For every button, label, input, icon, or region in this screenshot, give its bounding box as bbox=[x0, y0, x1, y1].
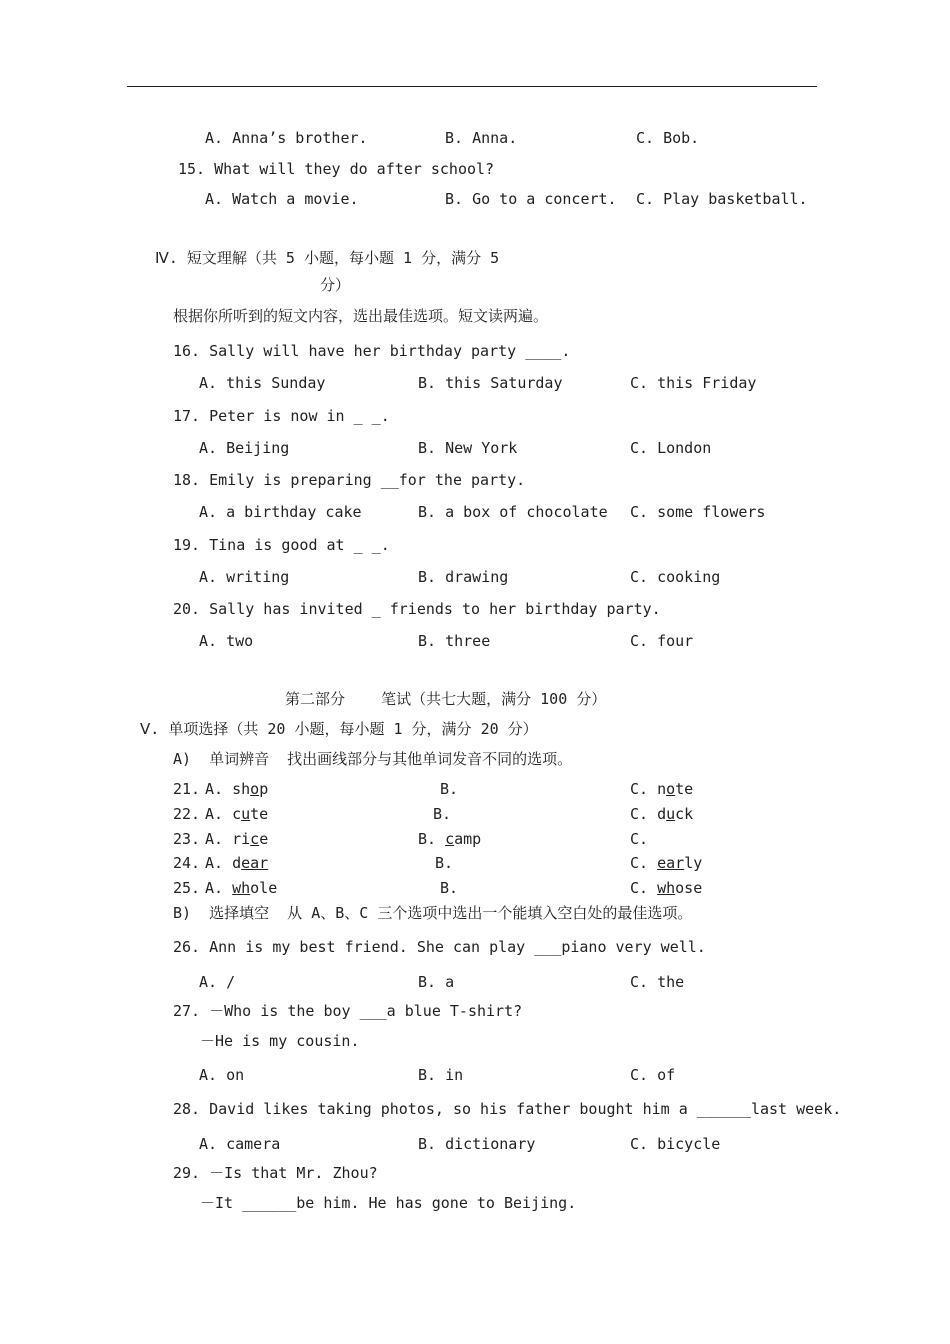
q14-option-a: A. Anna’s brother. bbox=[205, 129, 368, 147]
q21-option-c: C. note bbox=[630, 780, 694, 798]
q16-option-a: A. this Sunday bbox=[199, 374, 326, 392]
q22-option-a: A. cute bbox=[205, 805, 269, 823]
q20-stem: 20. Sally has invited _ friends to her birthday party. bbox=[173, 600, 661, 618]
q17-stem: 17. Peter is now in _ _. bbox=[173, 407, 390, 425]
q24-option-c: C. early bbox=[630, 854, 703, 872]
section5-sub-a: A) 单词辨音 找出画线部分与其他单词发音不同的选项。 bbox=[173, 750, 573, 768]
q19-stem: 19. Tina is good at _ _. bbox=[173, 536, 390, 554]
q16-stem: 16. Sally will have her birthday party ____. bbox=[173, 342, 571, 360]
section4-heading-cont: 分） bbox=[320, 276, 351, 294]
q27-option-c: C. of bbox=[630, 1066, 676, 1084]
q23-option-c: C. bbox=[630, 830, 649, 848]
q20-option-b: B. three bbox=[418, 632, 491, 650]
q15-option-c: C. Play basketball. bbox=[636, 190, 808, 208]
q21-option-b: B. bbox=[440, 780, 459, 798]
section5-sub-b: B) 选择填空 从 A、B、C 三个选项中选出一个能填入空白处的最佳选项。 bbox=[173, 904, 693, 922]
underlined-letters: o bbox=[666, 780, 676, 798]
q18-option-b: B. a box of chocolate bbox=[418, 503, 608, 521]
q17-option-a: A. Beijing bbox=[199, 439, 290, 457]
q14-option-c: C. Bob. bbox=[636, 129, 700, 147]
q18-option-c: C. some flowers bbox=[630, 503, 766, 521]
q24-option-a: A. dear bbox=[205, 854, 269, 872]
underlined-letters: wh bbox=[657, 879, 676, 897]
q27-stem: 27. －Who is the boy ___a blue T-shirt? bbox=[173, 1002, 523, 1020]
section4-heading: Ⅳ. 短文理解（共 5 小题，每小题 1 分，满分 5 bbox=[155, 249, 500, 267]
q19-option-c: C. cooking bbox=[630, 568, 721, 586]
q23-option-b: B. camp bbox=[418, 830, 482, 848]
underlined-letters: u bbox=[666, 805, 676, 823]
q23-option-a: A. rice bbox=[205, 830, 269, 848]
q25-number: 25. bbox=[173, 879, 201, 897]
q25-option-b: B. bbox=[440, 879, 459, 897]
underlined-letters: ear bbox=[657, 854, 685, 872]
q19-option-a: A. writing bbox=[199, 568, 290, 586]
q22-number: 22. bbox=[173, 805, 201, 823]
q21-number: 21. bbox=[173, 780, 201, 798]
q26-option-a: A. / bbox=[199, 973, 236, 991]
q20-option-c: C. four bbox=[630, 632, 694, 650]
q25-option-c: C. whose bbox=[630, 879, 703, 897]
underlined-letters: c bbox=[445, 830, 455, 848]
q19-option-b: B. drawing bbox=[418, 568, 509, 586]
q22-option-c: C. duck bbox=[630, 805, 694, 823]
q26-option-b: B. a bbox=[418, 973, 455, 991]
underlined-letters: ear bbox=[241, 854, 269, 872]
q26-option-c: C. the bbox=[630, 973, 685, 991]
q15-stem: 15. What will they do after school? bbox=[178, 160, 495, 178]
q16-option-c: C. this Friday bbox=[630, 374, 757, 392]
section5-heading: Ⅴ. 单项选择（共 20 小题，每小题 1 分，满分 20 分） bbox=[140, 720, 538, 738]
q28-option-b: B. dictionary bbox=[418, 1135, 536, 1153]
q27-option-b: B. in bbox=[418, 1066, 464, 1084]
q17-option-c: C. London bbox=[630, 439, 712, 457]
q23-number: 23. bbox=[173, 830, 201, 848]
q29-line2: －It ______be him. He has gone to Beijing. bbox=[200, 1194, 577, 1212]
section4-instruction: 根据你所听到的短文内容，选出最佳选项。短文读两遍。 bbox=[173, 307, 549, 325]
underlined-letters: u bbox=[241, 805, 251, 823]
q28-stem: 28. David likes taking photos, so his father bought him a ______last week. bbox=[173, 1100, 842, 1118]
q15-option-b: B. Go to a concert. bbox=[445, 190, 617, 208]
q28-option-a: A. camera bbox=[199, 1135, 281, 1153]
q18-stem: 18. Emily is preparing __for the party. bbox=[173, 471, 526, 489]
q14-option-b: B. Anna. bbox=[445, 129, 518, 147]
q20-option-a: A. two bbox=[199, 632, 254, 650]
part2-title: 第二部分 笔试（共七大题，满分 100 分） bbox=[285, 690, 607, 708]
q24-option-b: B. bbox=[435, 854, 454, 872]
q15-option-a: A. Watch a movie. bbox=[205, 190, 359, 208]
underlined-letters: o bbox=[250, 780, 260, 798]
header-rule bbox=[127, 86, 817, 87]
q17-option-b: B. New York bbox=[418, 439, 518, 457]
q21-option-a: A. shop bbox=[205, 780, 269, 798]
q29-stem: 29. －Is that Mr. Zhou? bbox=[173, 1164, 378, 1182]
underlined-letters: wh bbox=[232, 879, 251, 897]
q27-line2: －He is my cousin. bbox=[200, 1032, 360, 1050]
q25-option-a: A. whole bbox=[205, 879, 278, 897]
q18-option-a: A. a birthday cake bbox=[199, 503, 362, 521]
q22-option-b: B. bbox=[433, 805, 452, 823]
q24-number: 24. bbox=[173, 854, 201, 872]
underlined-letters: c bbox=[250, 830, 260, 848]
q26-stem: 26. Ann is my best friend. She can play ___piano very well. bbox=[173, 938, 706, 956]
q28-option-c: C. bicycle bbox=[630, 1135, 721, 1153]
q16-option-b: B. this Saturday bbox=[418, 374, 563, 392]
q27-option-a: A. on bbox=[199, 1066, 245, 1084]
